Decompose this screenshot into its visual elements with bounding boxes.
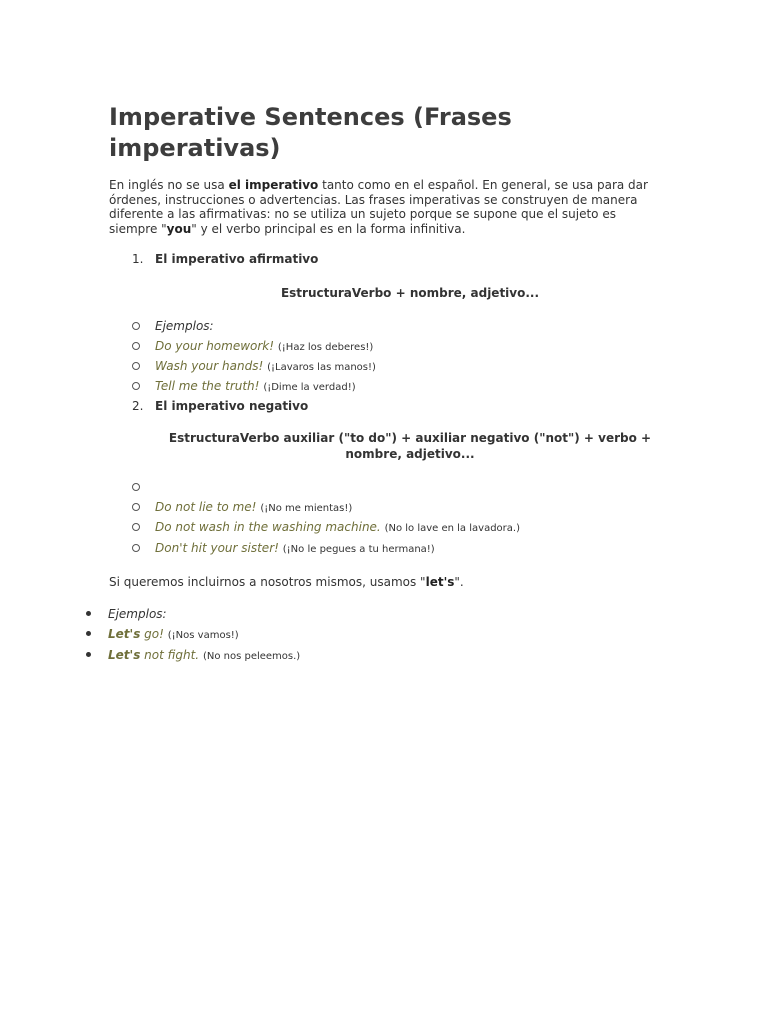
list-item (86, 625, 239, 643)
intro-bold-imperativo: el imperativo (228, 178, 319, 192)
example-english: Do your homework! (155, 339, 275, 353)
circle-bullet-icon (132, 503, 140, 511)
list-item (132, 317, 214, 335)
circle-bullet-icon (132, 523, 140, 531)
circle-bullet-icon (132, 544, 140, 552)
list-item (132, 498, 352, 516)
list-item (132, 478, 155, 496)
disc-bullet-icon (86, 652, 91, 657)
example-english: Tell me the truth! (155, 379, 260, 393)
example-spanish: (¡Lavaros las manos!) (267, 362, 376, 373)
section1-structure: EstructuraVerbo + nombre, adjetivo... (280, 286, 540, 300)
intro-bold-you: you (166, 221, 192, 236)
disc-bullet-icon (86, 631, 91, 636)
example-english: not fight. (140, 648, 200, 662)
list-item (132, 518, 520, 536)
example-spanish: (No lo lave en la lavadora.) (384, 523, 520, 534)
ejemplos-label: Ejemplos: (108, 607, 167, 621)
example-spanish: (¡No le pegues a tu hermana!) (282, 544, 435, 555)
example-english: Do not lie to me! (155, 500, 257, 514)
section2-heading: El imperativo negativo (155, 399, 309, 413)
lets-bold: let's (425, 575, 455, 589)
example-spanish: (No nos peleemos.) (202, 651, 301, 662)
intro-text-1: En inglés no se usa (109, 178, 229, 192)
list-item (86, 605, 167, 623)
disc-bullet-icon (86, 611, 91, 616)
lets-text-1: Si queremos incluirnos a nosotros mismos, usamos " (109, 575, 426, 589)
section2-number: 2. (132, 399, 144, 413)
page-title: Imperative Sentences (Frases imperativas) (109, 103, 512, 162)
list-item (132, 539, 435, 557)
example-english: go! (140, 627, 164, 641)
circle-bullet-icon (132, 382, 140, 390)
example-spanish: (¡Nos vamos!) (167, 630, 239, 641)
section2-structure: EstructuraVerbo auxiliar ("to do") + auxiliar negativo ("not") + verbo + nombre, adjetivo... (168, 431, 652, 461)
example-spanish: (¡No me mientas!) (260, 503, 353, 514)
list-item (132, 337, 373, 355)
example-english: Do not wash in the washing machine. (155, 520, 381, 534)
section1-number: 1. (132, 252, 144, 266)
list-item (86, 646, 300, 664)
section1-heading: El imperativo afirmativo (155, 252, 319, 266)
lets-paragraph (109, 574, 464, 590)
intro-paragraph (109, 178, 664, 236)
list-item (132, 377, 356, 395)
example-spanish: (¡Dime la verdad!) (263, 382, 356, 393)
list-item (132, 357, 376, 375)
ejemplos-label: Ejemplos: (155, 319, 214, 333)
intro-text-3: " y el verbo principal es en la forma infinitiva. (191, 221, 466, 236)
circle-bullet-icon (132, 342, 140, 350)
lets-text-2: ". (454, 575, 464, 589)
example-english: Wash your hands! (155, 359, 264, 373)
circle-bullet-icon (132, 362, 140, 370)
example-english: Don't hit your sister! (155, 541, 279, 555)
circle-bullet-icon (132, 322, 140, 330)
example-spanish: (¡Haz los deberes!) (277, 342, 374, 353)
circle-bullet-icon (132, 483, 140, 491)
lets-word: Let's (108, 627, 141, 641)
intro-text-2: tanto como en el español. En general, se usa para dar órdenes, instrucciones o advertencias. Las frases imperativas se construyen de manera diferente a las afirmativas: no se utiliza un sujeto porque se supone que el sujeto es siempre " (109, 178, 648, 236)
lets-word: Let's (108, 648, 141, 662)
